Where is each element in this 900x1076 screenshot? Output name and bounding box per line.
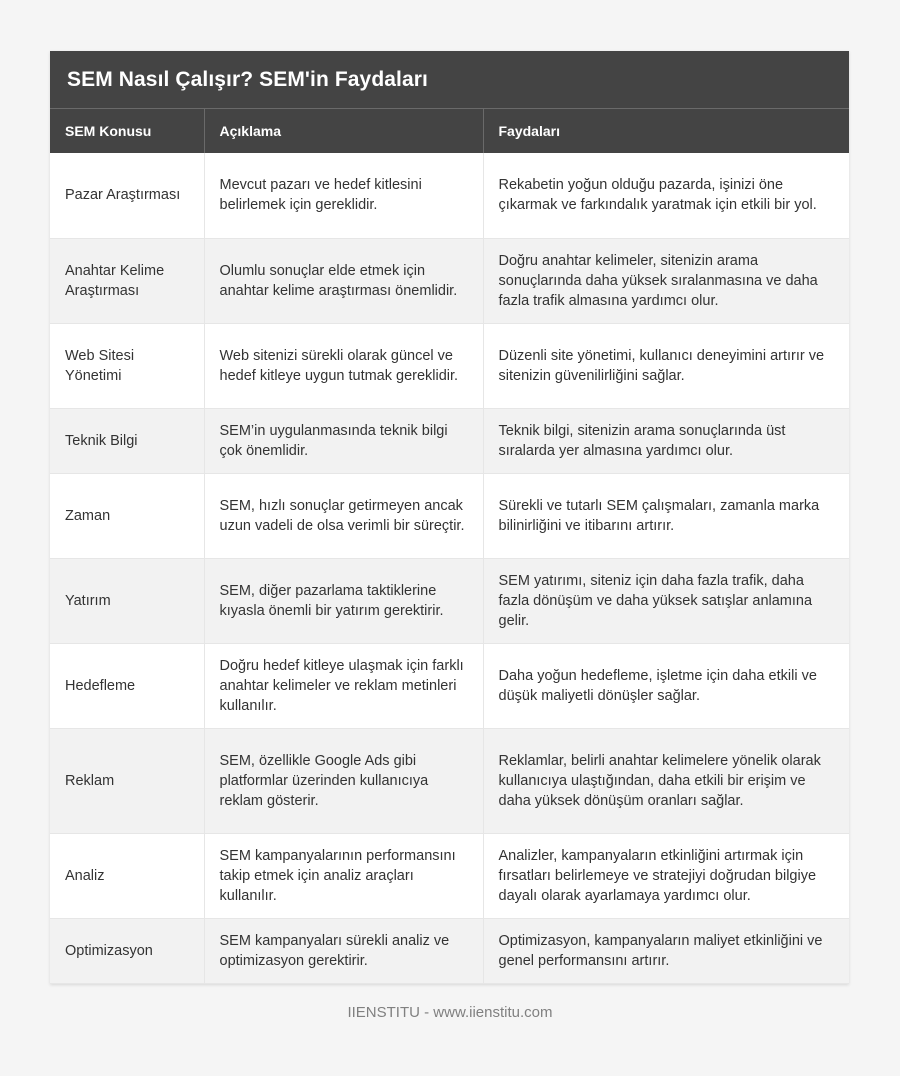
cell-benefit: Daha yoğun hedefleme, işletme için daha etkili ve düşük maliyetli dönüşler sağlar. <box>483 643 849 728</box>
cell-description: SEM, diğer pazarlama taktiklerine kıyasla önemli bir yatırım gerektirir. <box>204 558 483 643</box>
table-row <box>50 238 849 323</box>
cell-description: Web sitenizi sürekli olarak güncel ve hedef kitleye uygun tutmak gereklidir. <box>204 323 483 408</box>
cell-topic: Optimizasyon <box>50 918 204 983</box>
footer-credit: IIENSTITU - www.iienstitu.com <box>347 1004 553 1021</box>
cell-description: Doğru hedef kitleye ulaşmak için farklı anahtar kelimeler ve reklam metinleri kullanılır. <box>204 643 483 728</box>
cell-topic: Yatırım <box>50 558 204 643</box>
table-header <box>50 109 849 153</box>
cell-benefit: Doğru anahtar kelimeler, sitenizin arama sonuçlarında daha yüksek sıralanmasına ve daha fazla trafik almasına yardımcı olur. <box>483 238 849 323</box>
cell-benefit: SEM yatırımı, siteniz için daha fazla trafik, daha fazla dönüşüm ve daha yüksek satışlar anlamına gelir. <box>483 558 849 643</box>
cell-benefit: Optimizasyon, kampanyaların maliyet etkinliğini ve genel performansını artırır. <box>483 918 849 983</box>
sem-table-card <box>50 51 849 984</box>
cell-topic: Analiz <box>50 833 204 918</box>
cell-benefit: Reklamlar, belirli anahtar kelimelere yönelik olarak kullanıcıya ulaştığından, daha etkili bir erişim ve daha yüksek dönüşüm oranları sağlar. <box>483 728 849 833</box>
table-row <box>50 153 849 238</box>
table-row <box>50 918 849 983</box>
column-header-description: Açıklama <box>204 109 483 153</box>
table-row <box>50 728 849 833</box>
cell-description: SEM kampanyalarının performansını takip etmek için analiz araçları kullanılır. <box>204 833 483 918</box>
cell-description: SEM’in uygulanmasında teknik bilgi çok önemlidir. <box>204 408 483 473</box>
table-row <box>50 408 849 473</box>
cell-topic: Anahtar Kelime Araştırması <box>50 238 204 323</box>
table-header-row <box>50 109 849 153</box>
title-bar <box>50 51 849 109</box>
cell-topic: Pazar Araştırması <box>50 153 204 238</box>
table-body <box>50 153 849 983</box>
table-row <box>50 643 849 728</box>
table-row <box>50 833 849 918</box>
page-title: SEM Nasıl Çalışır? SEM'in Faydaları <box>67 67 428 91</box>
cell-topic: Zaman <box>50 473 204 558</box>
table-row <box>50 558 849 643</box>
cell-benefit: Düzenli site yönetimi, kullanıcı deneyimini artırır ve sitenizin güvenilirliğini sağlar. <box>483 323 849 408</box>
sem-table <box>50 109 849 984</box>
cell-topic: Reklam <box>50 728 204 833</box>
column-header-topic: SEM Konusu <box>50 109 204 153</box>
cell-description: SEM, hızlı sonuçlar getirmeyen ancak uzun vadeli de olsa verimli bir süreçtir. <box>204 473 483 558</box>
cell-topic: Web Sitesi Yönetimi <box>50 323 204 408</box>
table-row <box>50 323 849 408</box>
cell-benefit: Sürekli ve tutarlı SEM çalışmaları, zamanla marka bilinirliğini ve itibarını artırır. <box>483 473 849 558</box>
cell-benefit: Rekabetin yoğun olduğu pazarda, işinizi öne çıkarmak ve farkındalık yaratmak için etkili bir yol. <box>483 153 849 238</box>
cell-description: Mevcut pazarı ve hedef kitlesini belirlemek için gereklidir. <box>204 153 483 238</box>
cell-topic: Teknik Bilgi <box>50 408 204 473</box>
cell-description: SEM kampanyaları sürekli analiz ve optimizasyon gerektirir. <box>204 918 483 983</box>
cell-description: Olumlu sonuçlar elde etmek için anahtar kelime araştırması önemlidir. <box>204 238 483 323</box>
cell-benefit: Teknik bilgi, sitenizin arama sonuçlarında üst sıralarda yer almasına yardımcı olur. <box>483 408 849 473</box>
cell-benefit: Analizler, kampanyaların etkinliğini artırmak için fırsatları belirlemeye ve stratejiyi doğrudan bilgiye dayalı olarak ayarlamaya yardımcı olur. <box>483 833 849 918</box>
table-row <box>50 473 849 558</box>
cell-description: SEM, özellikle Google Ads gibi platformlar üzerinden kullanıcıya reklam gösterir. <box>204 728 483 833</box>
cell-topic: Hedefleme <box>50 643 204 728</box>
column-header-benefits: Faydaları <box>483 109 849 153</box>
